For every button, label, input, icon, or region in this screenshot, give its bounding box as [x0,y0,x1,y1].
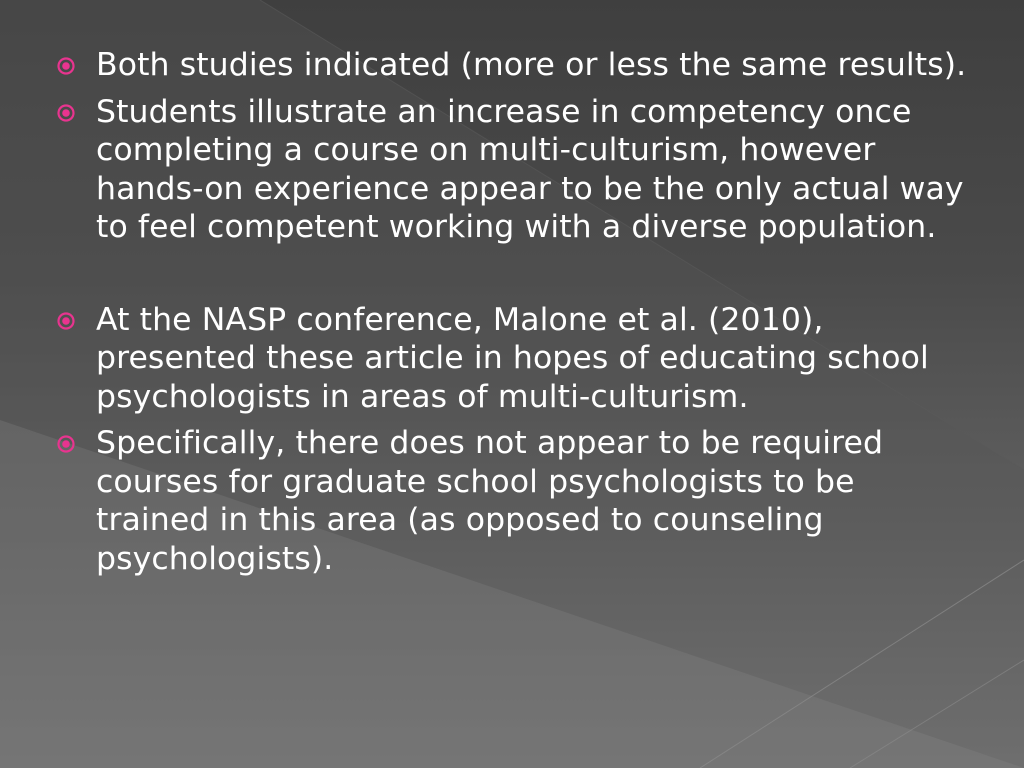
slide-body [56,46,976,586]
bullet-item-1 [56,46,976,85]
bullet-item-4 [56,424,976,578]
circle-bullet-icon [56,103,76,123]
bullet-item-2 [56,93,976,247]
bullet-text: Students illustrate an increase in competency once completing a course on multi-culturism, however hands-on experience appear to be the only actual way to feel competent working with a diverse population. [96,93,964,245]
circle-bullet-icon [56,311,76,331]
bullet-item-3 [56,301,976,417]
circle-bullet-icon [56,56,76,76]
bullet-text: Specifically, there does not appear to be required courses for graduate school psychologists to be trained in this area (as opposed to counseling psychologists). [96,425,884,577]
bullet-list [56,46,976,578]
circle-bullet-icon [56,434,76,454]
bullet-text: Both studies indicated (more or less the same results). [96,47,967,83]
bullet-text: At the NASP conference, Malone et al. (2010), presented these article in hopes of educating school psychologists in areas of multi-culturism. [96,301,929,415]
